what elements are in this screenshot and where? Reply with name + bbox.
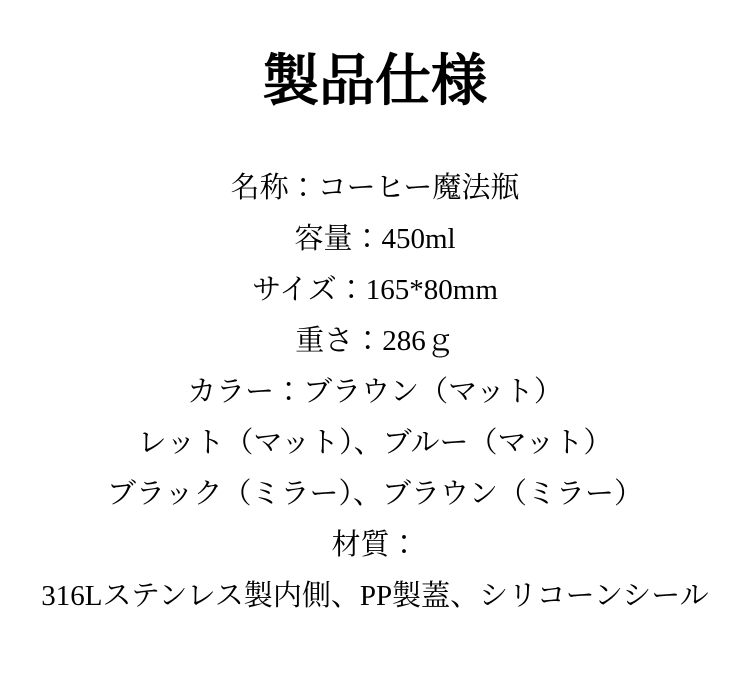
spec-line-color-2: レット（マット）、ブルー（マット） (137, 427, 613, 459)
spec-line-color-1: カラー：ブラウン（マット） (187, 376, 563, 408)
spec-list (0, 163, 750, 622)
spec-line-material-value: 316Lステンレス製内側、PP製蓋、シリコーンシール (41, 580, 709, 612)
spec-line-size: サイズ：165*80mm (252, 274, 498, 306)
spec-line-capacity: 容量：450ml (294, 223, 456, 255)
spec-line-weight: 重さ：286ｇ (295, 325, 455, 357)
spec-line-name: 名称：コーヒー魔法瓶 (230, 172, 520, 204)
page-title: 製品仕様 (263, 51, 487, 113)
spec-line-material-label: 材質： (331, 529, 419, 561)
spec-line-color-3: ブラック（ミラー）、ブラウン（ミラー） (107, 478, 643, 510)
